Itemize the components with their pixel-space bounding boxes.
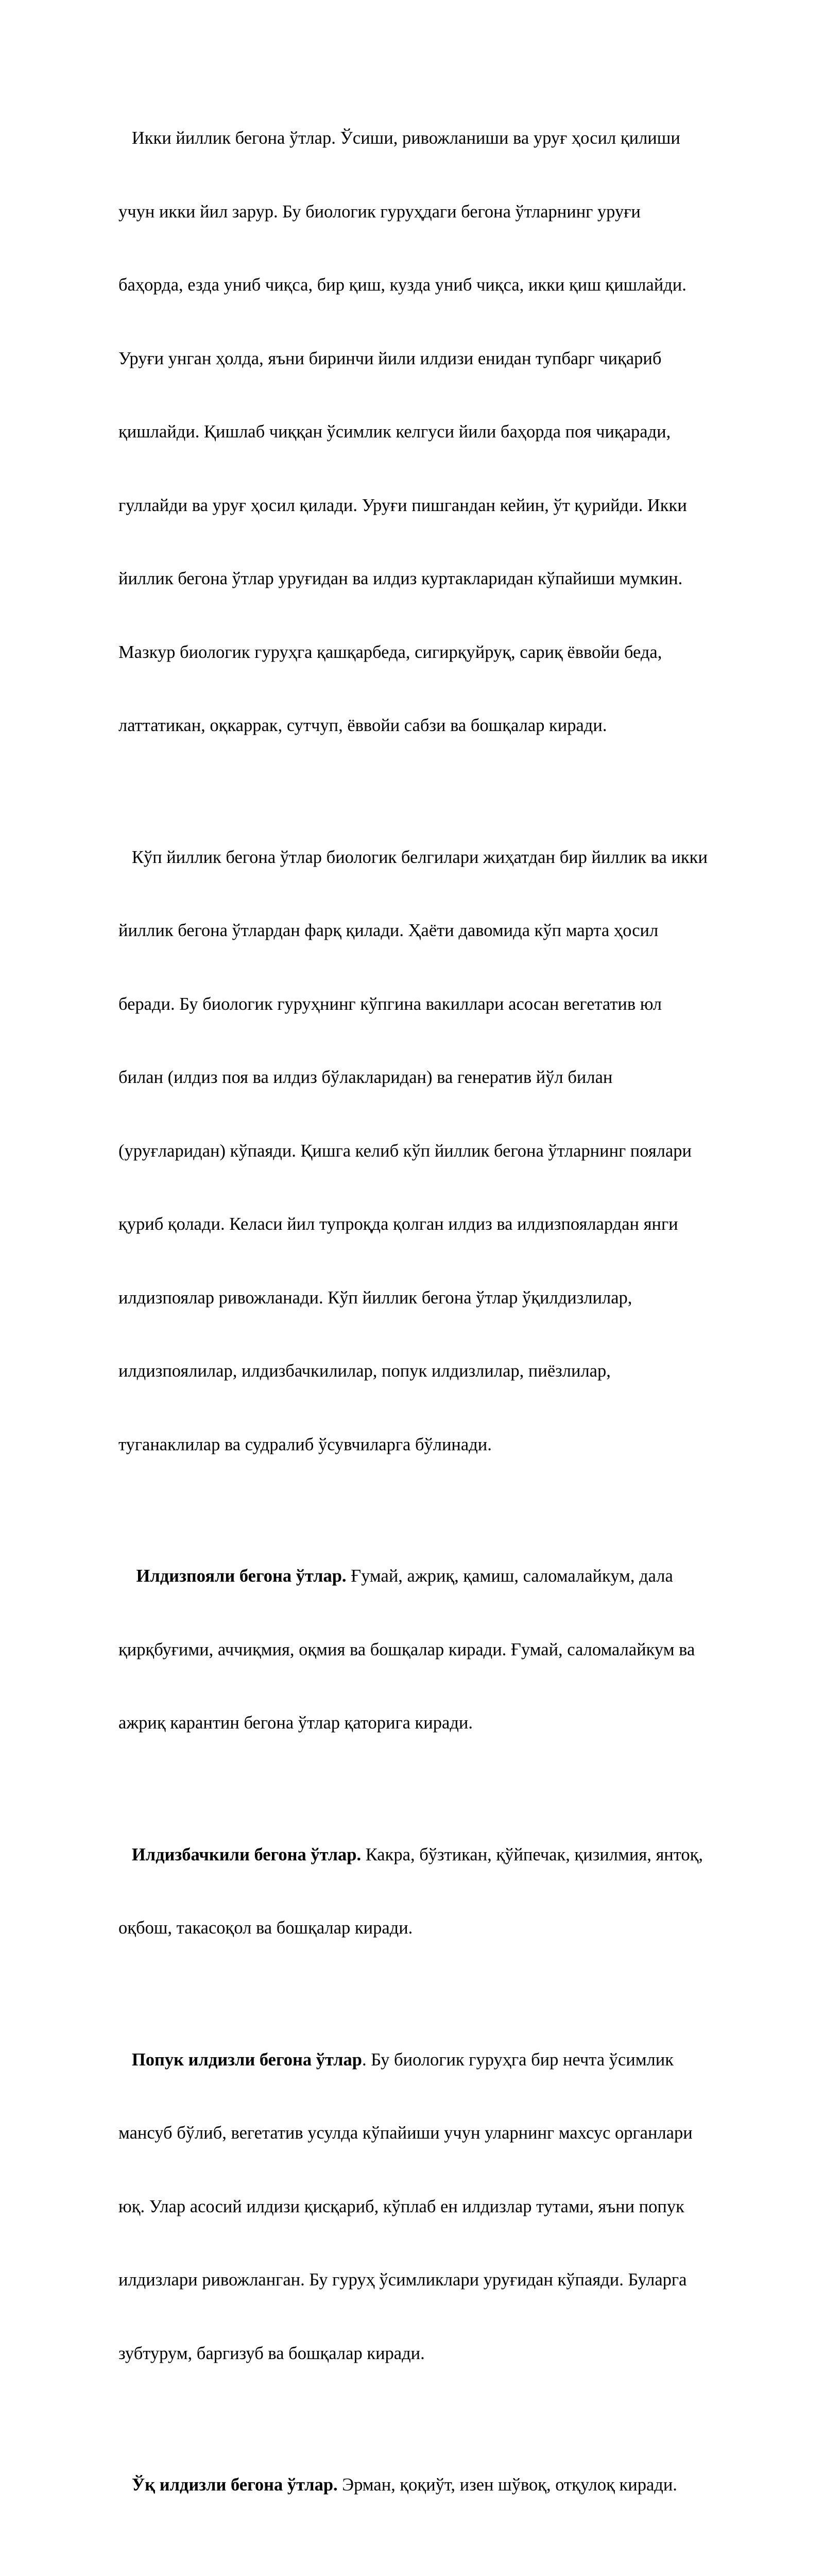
document-page [118,77,767,2576]
text-line-first [118,1843,767,1868]
text-line-first [118,1564,767,1589]
text-line: Мазкур биологик гуруҳга қашқарбеда, сигирқуйруқ, сариқ ёввойи беда, [118,640,767,665]
text-line: гуллайди ва уруғ ҳосил қилади. Уруғи пишгандан кейин, ўт қурийди. Икки [118,494,767,518]
lead-indent [118,2050,132,2070]
text-line: баҳорда, езда униб чиқса, бир қиш, кузда униб чиқса, икки қиш қишлайди. [118,273,767,298]
bold-heading: Илдизпояли бегона ўтлар. [136,1566,347,1586]
text-line: йиллик бегона ўтлардан фарқ қилади. Ҳаёти давомида кўп марта ҳосил [118,919,767,943]
text-line: латтатикан, оқкаррак, сутчуп, ёввойи сабзи ва бошқалар киради. [118,714,767,738]
first-line-rest: . Бу биологик гуруҳга бир нечта ўсимлик [362,2050,674,2070]
paragraph-fibrous-root-weeds [118,1999,767,2415]
text-line: туганаклилар ва судралиб ўсувчиларга бўлинади. [118,1433,767,1458]
text-line: зубтурум, баргизуб ва бошқалар киради. [118,2342,767,2366]
text-line: учун икки йил зарур. Бу биологик гуруҳдаги бегона ўтларнинг уруғи [118,200,767,225]
text-line: оқбош, такасоқол ва бошқалар киради. [118,1916,767,1941]
text-line: илдизпоялилар, илдизбачкилилар, попук илдизлилар, пиёзлилар, [118,1359,767,1384]
first-line-rest: Ғумай, ажриқ, қамиш, саломалайкум, дала [347,1566,673,1586]
paragraph-rhizome-weeds [118,1515,767,1785]
bold-heading: Ўқ илдизли бегона ўтлар. [132,2475,338,2495]
text-line: илдизлари ривожланган. Бу гуруҳ ўсимликлари уруғидан кўпаяди. Буларга [118,2268,767,2293]
lead-indent [118,1845,132,1865]
text-line: билан (илдиз поя ва илдиз бўлакларидан) ва генератив йўл билан [118,1065,767,1090]
paragraph-taproot-weeds [118,2424,767,2547]
text-line: қишлайди. Қишлаб чиққан ўсимлик келгуси йили баҳорда поя чиқаради, [118,420,767,445]
text-line: Икки йиллик бегона ўтлар. Ўсиши, ривожланиши ва уруғ ҳосил қилиши [118,126,767,151]
text-line: йиллик бегона ўтлар уруғидан ва илдиз куртакларидан кўпайиши мумкин. [118,567,767,591]
paragraph-bulbous-weeds [118,2556,767,2576]
first-line-rest: Эрман, қоқиўт, изен шўвоқ, отқулоқ киради. [338,2475,677,2495]
text-line: илдизпоялар ривожланади. Кўп йиллик бегона ўтлар ўқилдизлилар, [118,1286,767,1311]
paragraph-biennial-weeds [118,77,767,787]
text-line: ажриқ карантин бегона ўтлар қаторига киради. [118,1711,767,1736]
text-line: қуриб қолади. Келаси йил тупроқда қолган илдиз ва илдизпоялардан янги [118,1212,767,1237]
text-line: юқ. Улар асосий илдизи қисқариб, кўплаб ен илдизлар тутами, яъни попук [118,2195,767,2219]
text-line: (уруғларидан) кўпаяди. Қишга келиб кўп йиллик бегона ўтларнинг поялари [118,1139,767,1164]
lead-indent [118,1566,136,1586]
bold-heading: Попук илдизли бегона ўтлар [132,2050,362,2070]
text-line-first [118,2473,767,2498]
paragraph-perennial-weeds [118,796,767,1506]
first-line-rest: Какра, бўзтикан, қўйпечак, қизилмия, янтоқ, [361,1845,703,1865]
text-line: мансуб бўлиб, вегетатив усулда кўпайиши учун уларнинг махсус органлари [118,2121,767,2146]
paragraph-root-sucker-weeds [118,1794,767,1990]
text-line: Уруғи унган ҳолда, яъни биринчи йили илдизи енидан тупбарг чиқариб [118,347,767,371]
text-line: Кўп йиллик бегона ўтлар биологик белгилари жиҳатдан бир йиллик ва икки [118,845,767,870]
bold-heading: Илдизбачкили бегона ўтлар. [132,1845,361,1865]
text-line: беради. Бу биологик гуруҳнинг кўпгина вакиллари асосан вегетатив юл [118,992,767,1017]
text-line-first [118,2048,767,2073]
text-line: қирқбуғими, аччиқмия, оқмия ва бошқалар киради. Ғумай, саломалайкум ва [118,1638,767,1663]
lead-indent [118,2475,132,2495]
